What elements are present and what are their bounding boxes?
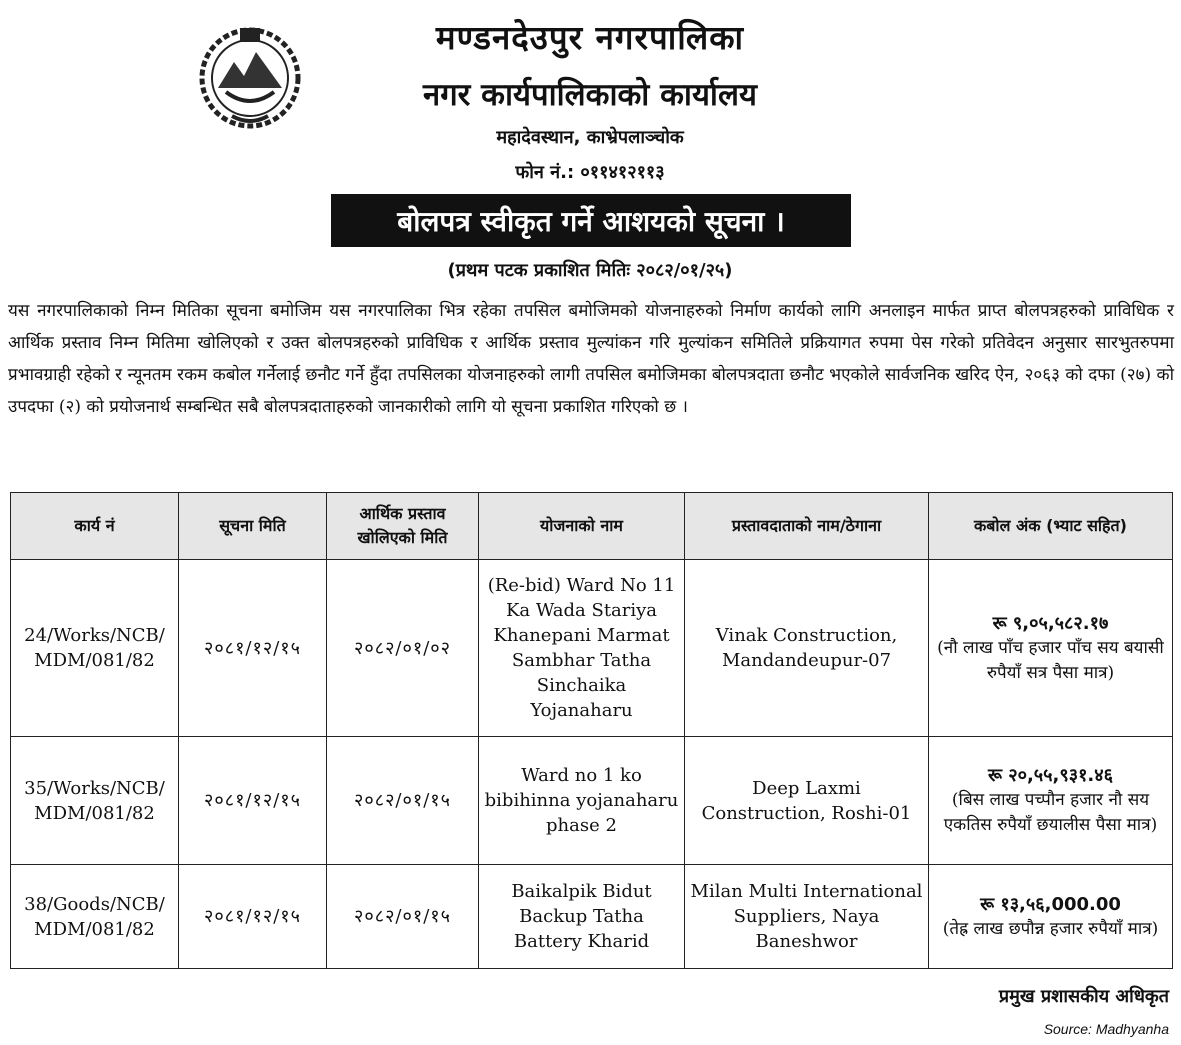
- project-name: Baikalpik Bidut Backup Tatha Battery Kharid: [479, 865, 685, 969]
- notice-title: बोलपत्र स्वीकृत गर्ने आशयको सूचना ।: [331, 194, 851, 247]
- municipality-name: मण्डनदेउपुर नगरपालिका: [435, 18, 745, 57]
- office-phone: फोन नं.: ०११४१२११३: [515, 162, 665, 183]
- notice-date: २०८१/१२/१५: [179, 737, 327, 865]
- bid-amount: रू २०,५५,९३१.४६: [987, 765, 1113, 786]
- notice-date: २०८१/१२/१५: [179, 560, 327, 737]
- signatory-title: प्रमुख प्रशासकीय अधिकृत: [998, 986, 1169, 1007]
- table-row: [11, 865, 1173, 969]
- notice-date: २०८१/१२/१५: [179, 865, 327, 969]
- notice-header: [0, 0, 1181, 190]
- table-header-row: [11, 493, 1173, 560]
- bid-amount-cell: [929, 737, 1173, 865]
- bid-amount: रू १३,५६,000.00: [980, 893, 1121, 915]
- col-bidder: प्रस्तावदाताको नाम/ठेगाना: [685, 493, 929, 560]
- bid-amount-words: (बिस लाख पच्पौन हजार नौ सय एकतिस रुपैयाँ छयालीस पैसा मात्र): [943, 790, 1158, 835]
- bid-amount-words: (तेह्र लाख छपौन्न हजार रुपैयाँ मात्र): [942, 918, 1159, 939]
- work-no: 38/Goods/NCB/ MDM/081/82: [11, 865, 179, 969]
- project-name: Ward no 1 ko bibihinna yojanaharu phase 2: [479, 737, 685, 865]
- bidder-name: Vinak Construction, Mandandeupur-07: [685, 560, 929, 737]
- opening-date: २०८२/०१/१५: [327, 737, 479, 865]
- bid-amount-cell: [929, 560, 1173, 737]
- office-address: महादेवस्थान, काभ्रेपलाञ्चोक: [496, 127, 684, 148]
- work-no: 24/Works/NCB/ MDM/081/82: [11, 560, 179, 737]
- opening-date: २०८२/०१/०२: [327, 560, 479, 737]
- bid-amount: रू ९,०५,५८२.१७: [992, 612, 1109, 634]
- bidder-name: Milan Multi International Suppliers, Naya Baneshwor: [685, 865, 929, 969]
- col-bid-amount: कबोल अंक (भ्याट सहित): [929, 493, 1173, 560]
- publish-date: (प्रथम पटक प्रकाशित मितिः २०८२/०१/२५): [447, 260, 733, 281]
- nepal-municipal-emblem-icon: [196, 22, 304, 130]
- col-notice-date: सूचना मिति: [179, 493, 327, 560]
- table-row: [11, 737, 1173, 865]
- bid-amount-words: (नौ लाख पाँच हजार पाँच सय बयासी रुपैयाँ सत्र पैसा मात्र): [937, 637, 1164, 683]
- tender-table: [10, 492, 1173, 969]
- opening-date: २०८२/०१/१५: [327, 865, 479, 969]
- table-row: [11, 560, 1173, 737]
- bidder-name: Deep Laxmi Construction, Roshi-01: [685, 737, 929, 865]
- office-name: नगर कार्यपालिकाको कार्यालय: [423, 77, 757, 113]
- col-project-name: योजनाको नाम: [479, 493, 685, 560]
- col-work-no: कार्य नं: [11, 493, 179, 560]
- bid-amount-cell: [929, 865, 1173, 969]
- notice-body: यस नगरपालिकाको निम्न मितिका सूचना बमोजिम यस नगरपालिका भित्र रहेका तपसिल बमोजिमको योजनाहरुको निर्माण कार्यको लागि अनलाइन मार्फत प्राप्त बोलपत्रहरुको प्राविधिक र आर्थिक प्रस्ताव निम्न मितिमा खोलिएको र उक्त बोलपत्रहरुको प्राविधिक र आर्थिक प्रस्ताव मुल्यांकन गरि मुल्यांकन समितिले प्रक्रियागत रुपमा पेस गरेको प्रतिवेदन अनुसार सारभुतरुपमा प्रभावग्राही रहेको र न्यूनतम रकम कबोल गर्नेलाई छनौट गर्ने हुँदा तपसिलका योजनाहरुको लागी तपसिल बमोजिमका बोलपत्रदाता छनौट भएकोले सार्वजनिक खरिद ऐन, २०६३ को दफा (२७) को उपदफा (२) को प्रयोजनार्थ सम्बन्धित सबै बोलपत्रदाताहरुको जानकारीको लागि यो सूचना प्रकाशित गरिएको छ ।: [8, 301, 1174, 417]
- source-credit: Source: Madhyanha: [1043, 1021, 1169, 1037]
- project-name: (Re-bid) Ward No 11 Ka Wada Stariya Khanepani Marmat Sambhar Tatha Sinchaika Yojanaharu: [479, 560, 685, 737]
- work-no: 35/Works/NCB/ MDM/081/82: [11, 737, 179, 865]
- col-opening-date: आर्थिक प्रस्ताव खोलिएको मिति: [327, 493, 479, 560]
